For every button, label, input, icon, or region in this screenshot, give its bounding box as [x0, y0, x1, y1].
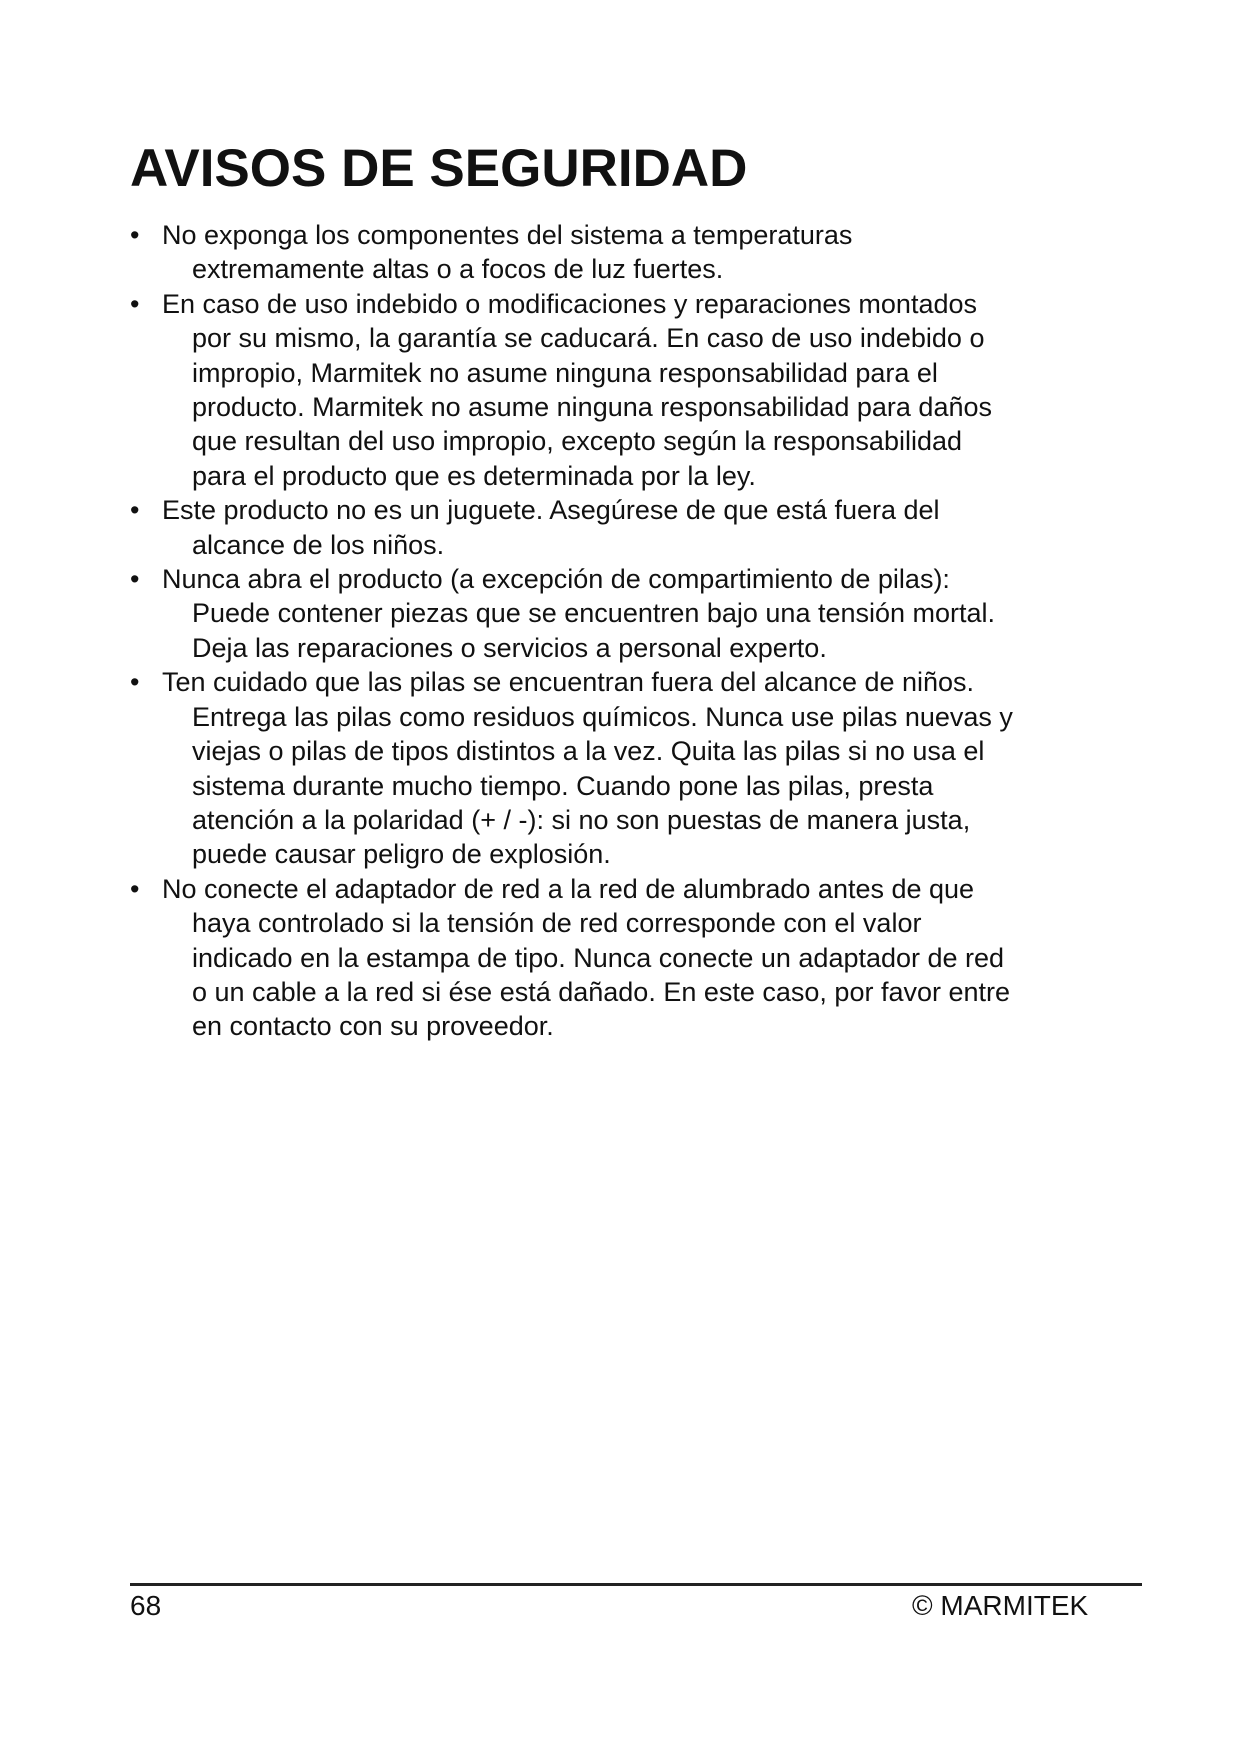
bullet-icon: •: [130, 564, 140, 595]
text-line: extremamente altas o a focos de luz fuertes.: [192, 254, 724, 285]
text-line: en contacto con su proveedor.: [192, 1011, 554, 1042]
page-number: 68: [130, 1590, 162, 1621]
bullet-icon: •: [130, 288, 140, 319]
list-item-text: [162, 665, 1130, 871]
text-line: por su mismo, la garantía se caducará. En caso de uso indebido o: [192, 323, 985, 354]
text-line: producto. Marmitek no asume ninguna responsabilidad para daños: [192, 392, 992, 423]
text-line: o un cable a la red si ése está dañado. En este caso, por favor entre: [192, 976, 1011, 1007]
text-line: Puede contener piezas que se encuentren bajo una tensión mortal.: [192, 598, 996, 629]
text-line: haya controlado si la tensión de red corresponde con el valor: [192, 908, 922, 939]
copyright-notice: © MARMITEK: [912, 1590, 1089, 1621]
bullet-icon: •: [130, 220, 140, 250]
text-line: En caso de uso indebido o modificaciones y reparaciones montados: [162, 288, 977, 319]
list-item: [130, 872, 1130, 1044]
text-line: puede causar peligro de explosión.: [192, 839, 611, 870]
list-item: [130, 665, 1130, 871]
list-item-text: [162, 562, 1130, 665]
bullet-icon: •: [130, 667, 140, 698]
list-item-text: [162, 218, 1130, 287]
text-line: Este producto no es un juguete. Asegúrese de que está fuera del: [162, 495, 940, 526]
text-line: indicado en la estampa de tipo. Nunca conecte un adaptador de red: [192, 942, 1005, 973]
text-line: Nunca abra el producto (a excepción de compartimiento de pilas):: [162, 564, 950, 595]
page-title: AVISOS DE SEGURIDAD: [130, 139, 748, 198]
text-line: Ten cuidado que las pilas se encuentran fuera del alcance de niños.: [162, 667, 975, 698]
text-line: Deja las reparaciones o servicios a personal experto.: [192, 632, 827, 663]
list-item: [130, 493, 1130, 562]
list-item: [130, 562, 1130, 665]
list-item: [130, 218, 1130, 287]
text-line: No exponga los componentes del sistema a temperaturas: [162, 220, 853, 250]
footer-divider: [130, 1583, 1142, 1586]
safety-notice-list: [130, 218, 1130, 1044]
text-line: viejas o pilas de tipos distintos a la vez. Quita las pilas si no usa el: [192, 736, 985, 767]
bullet-icon: •: [130, 873, 140, 904]
bullet-icon: •: [130, 495, 140, 526]
text-line: alcance de los niños.: [192, 529, 445, 560]
text-line: para el producto que es determinada por la ley.: [192, 460, 756, 491]
list-item-text: [162, 872, 1130, 1044]
text-line: impropio, Marmitek no asume ninguna responsabilidad para el: [192, 357, 938, 388]
list-item: [130, 287, 1130, 493]
list-item-text: [162, 493, 1130, 562]
text-line: sistema durante mucho tiempo. Cuando pone las pilas, presta: [192, 770, 934, 801]
text-line: atención a la polaridad (+ / -): si no son puestas de manera justa,: [192, 804, 971, 835]
text-line: Entrega las pilas como residuos químicos. Nunca use pilas nuevas y: [192, 701, 1013, 732]
list-item-text: [162, 287, 1130, 493]
text-line: No conecte el adaptador de red a la red de alumbrado antes de que: [162, 873, 975, 904]
text-line: que resultan del uso impropio, excepto según la responsabilidad: [192, 426, 963, 457]
